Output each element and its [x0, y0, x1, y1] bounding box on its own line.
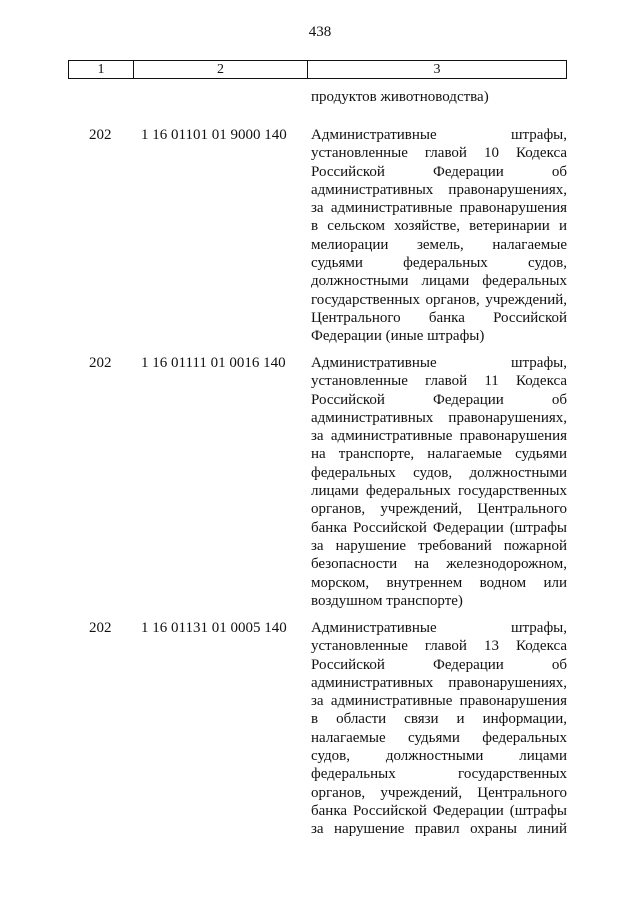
description-line: банка Российской Федерации (штрафы	[311, 519, 567, 536]
description-line: органов, учреждений, Центрального	[311, 784, 567, 801]
entry-description	[311, 354, 567, 610]
description-line: Российской Федерации об	[311, 656, 567, 673]
description-line: судьями федеральных судов,	[311, 255, 567, 272]
description-line: Административные штрафы,	[311, 355, 567, 371]
description-line: федеральных государственных	[311, 766, 567, 783]
description-line: органов, учреждений, Центрального	[311, 501, 567, 518]
description-line: лицами федеральных государственных	[311, 483, 567, 500]
kbk-code: 1 16 01111 01 0016 140	[141, 355, 286, 371]
description-line: административных правонарушениях,	[311, 674, 567, 691]
page-number: 438	[308, 24, 332, 40]
description-line: государственных органов, учреждений,	[311, 291, 567, 308]
column-header-3: 3	[433, 62, 441, 77]
description-line: должностными лицами федеральных	[311, 273, 567, 290]
description-line: за административные правонарушения	[311, 428, 567, 445]
description-line: за административные правонарушения	[311, 200, 567, 217]
description-line: установленные главой 13 Кодекса	[311, 638, 567, 655]
description-line: мелиорации земель, налагаемые	[311, 236, 567, 253]
description-line: морском, внутреннем водном или	[311, 574, 567, 591]
description-line: в сельском хозяйстве, ветеринарии и	[311, 218, 567, 235]
description-line: административных правонарушениях,	[311, 409, 567, 426]
description-line: федеральных судов, должностными	[311, 464, 567, 481]
column-header-2: 2	[134, 61, 308, 78]
description-line: судов, должностными лицами	[311, 748, 567, 765]
description-line: воздушном транспорте)	[311, 592, 463, 609]
description-line: безопасности на железнодорожном,	[311, 556, 567, 573]
description-line: на транспорте, налагаемые судьями	[311, 446, 567, 463]
column-header-1: 1	[69, 61, 134, 78]
admin-code: 202	[89, 127, 112, 143]
column-header-row	[68, 60, 567, 79]
description-line: Административные штрафы,	[311, 127, 567, 143]
entry-description	[311, 619, 567, 839]
description-line: за административные правонарушения	[311, 693, 567, 710]
description-line: Центрального банка Российской	[311, 309, 567, 326]
description-line: в области связи и информации,	[311, 711, 567, 728]
kbk-code: 1 16 01101 01 9000 140	[141, 127, 287, 143]
admin-code: 202	[89, 355, 112, 371]
kbk-code: 1 16 01131 01 0005 140	[141, 620, 287, 636]
description-line: установленные главой 10 Кодекса	[311, 145, 567, 162]
description-line: за нарушение правил охраны линий	[311, 821, 567, 838]
description-line: Административные штрафы,	[311, 620, 567, 636]
entry-description	[311, 126, 567, 346]
description-line: административных правонарушениях,	[311, 181, 567, 198]
description-line: банка Российской Федерации (штрафы	[311, 802, 567, 819]
description-line: за нарушение требований пожарной	[311, 537, 567, 554]
description-line: Российской Федерации об	[311, 163, 567, 180]
description-line: налагаемые судьями федеральных	[311, 729, 567, 746]
continuation-text: продуктов животноводства)	[311, 89, 489, 105]
description-line: Федерации (иные штрафы)	[311, 328, 485, 345]
description-line: установленные главой 11 Кодекса	[311, 373, 567, 390]
admin-code: 202	[89, 620, 112, 636]
description-line: Российской Федерации об	[311, 391, 567, 408]
